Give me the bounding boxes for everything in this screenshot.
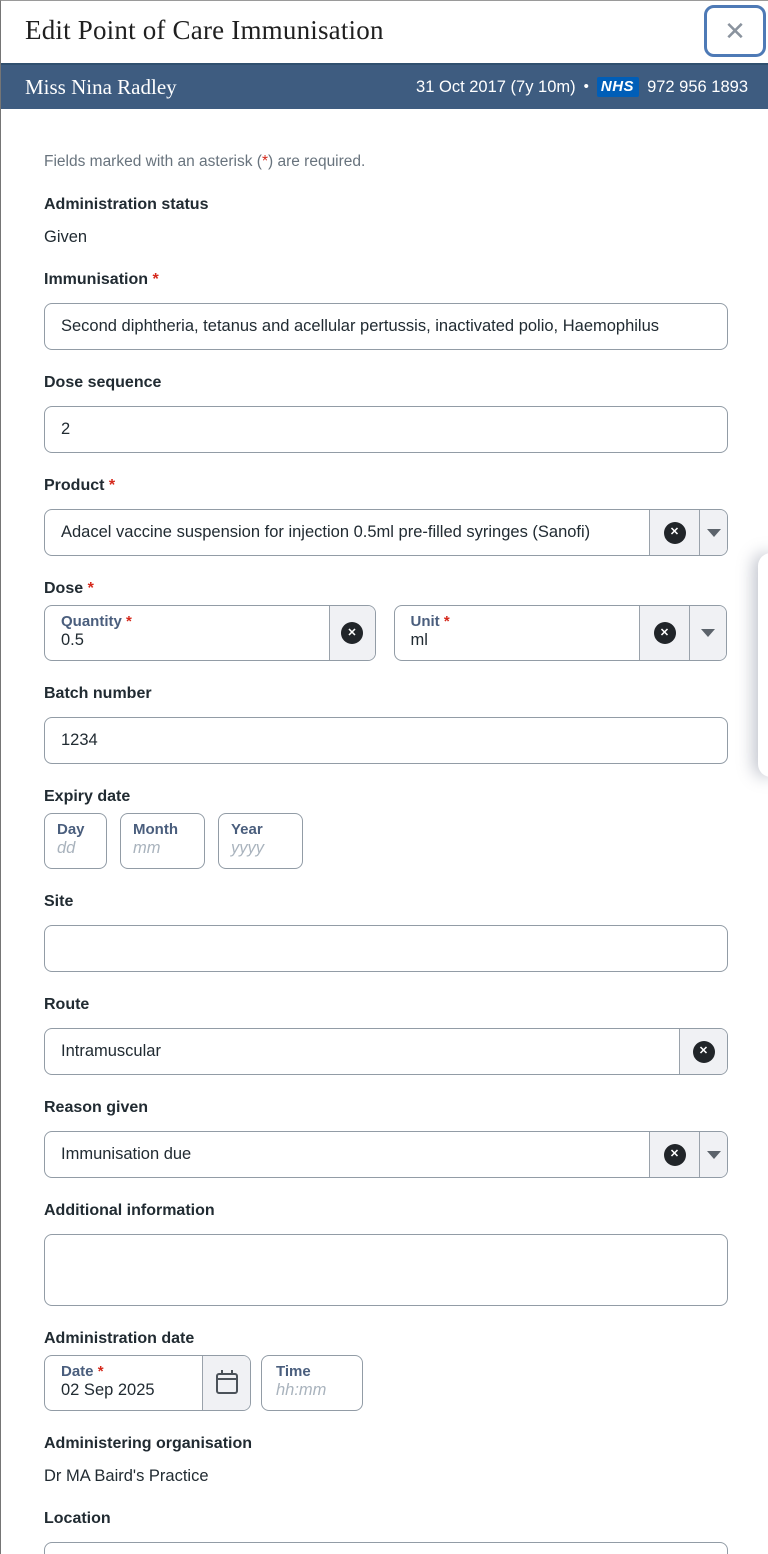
immunisation-form: [1, 109, 768, 1554]
expiry-date-row: [44, 813, 727, 869]
immunisation-label: Immunisation *: [44, 271, 159, 288]
expiry-year-field[interactable]: [218, 813, 303, 869]
right-edge-scroll-shadow: [758, 553, 768, 777]
date-label: Date *: [61, 1363, 104, 1380]
quantity-clear-button[interactable]: [329, 606, 375, 660]
dose-quantity-field[interactable]: [44, 605, 376, 661]
required-fields-hint: Fields marked with an asterisk (*) are required.: [44, 153, 366, 170]
reason-given-value[interactable]: Immunisation due: [61, 1145, 192, 1163]
time-placeholder[interactable]: hh:mm: [276, 1381, 327, 1399]
unit-dropdown-button[interactable]: [689, 606, 726, 660]
close-button[interactable]: [704, 5, 766, 57]
site-label: Site: [44, 893, 74, 910]
chevron-down-icon: [707, 1151, 721, 1159]
product-dropdown-button[interactable]: [699, 510, 727, 555]
product-combobox[interactable]: [44, 509, 728, 556]
clear-icon: ✕: [693, 1041, 715, 1063]
expiry-day-field[interactable]: [44, 813, 107, 869]
clear-icon: ✕: [664, 522, 686, 544]
clear-icon: ✕: [654, 622, 676, 644]
chevron-down-icon: [701, 629, 715, 637]
reason-given-clear-button[interactable]: [649, 1132, 699, 1177]
immunisation-input[interactable]: Second diphtheria, tetanus and acellular pertussis, inactivated polio, Haemophilus: [44, 303, 728, 350]
product-value[interactable]: Adacel vaccine suspension for injection 0.5ml pre-filled syringes (Sanofi): [61, 523, 591, 541]
batch-number-label: Batch number: [44, 685, 152, 702]
patient-banner: [1, 63, 768, 109]
time-label: Time: [276, 1363, 311, 1380]
dose-sequence-label: Dose sequence: [44, 374, 162, 391]
administering-organisation-value: Dr MA Baird's Practice: [44, 1467, 209, 1485]
administering-organisation-label: Administering organisation: [44, 1435, 253, 1452]
day-label: Day: [57, 821, 85, 838]
month-placeholder[interactable]: mm: [133, 839, 161, 857]
route-combobox[interactable]: [44, 1028, 728, 1075]
expiry-month-field[interactable]: [120, 813, 205, 869]
date-picker-button[interactable]: [202, 1356, 250, 1410]
dose-unit-field[interactable]: [394, 605, 728, 661]
expiry-date-label: Expiry date: [44, 788, 131, 805]
modal-title: Edit Point of Care Immunisation: [25, 15, 384, 45]
administration-date-row: [44, 1355, 727, 1411]
year-label: Year: [231, 821, 263, 838]
modal-titlebar: [1, 1, 768, 63]
site-input[interactable]: [44, 925, 728, 972]
year-placeholder[interactable]: yyyy: [231, 839, 264, 857]
chevron-down-icon: [707, 529, 721, 537]
product-label: Product *: [44, 477, 116, 494]
dose-label: Dose *: [44, 580, 94, 597]
route-value[interactable]: Intramuscular: [61, 1042, 161, 1060]
administration-status-value: Given: [44, 228, 88, 246]
clear-icon: ✕: [664, 1144, 686, 1166]
route-label: Route: [44, 996, 90, 1013]
bullet-separator: •: [583, 77, 589, 95]
reason-given-dropdown-button[interactable]: [699, 1132, 727, 1177]
nhs-number: 972 956 1893: [647, 77, 748, 96]
location-label: Location: [44, 1510, 111, 1527]
route-clear-button[interactable]: [679, 1029, 727, 1074]
administration-date-field[interactable]: [44, 1355, 251, 1411]
additional-information-textarea[interactable]: [44, 1234, 728, 1306]
unit-value[interactable]: ml: [410, 631, 428, 649]
patient-name: Miss Nina Radley: [25, 74, 177, 99]
quantity-value[interactable]: 0.5: [61, 631, 84, 649]
calendar-icon: [216, 1373, 238, 1394]
dose-row: [44, 605, 727, 661]
month-label: Month: [133, 821, 178, 838]
close-icon: ✕: [724, 16, 746, 46]
nhs-logo: NHS: [597, 77, 639, 97]
unit-label: Unit *: [410, 613, 450, 630]
day-placeholder[interactable]: dd: [57, 839, 76, 857]
quantity-label: Quantity *: [61, 613, 132, 630]
product-clear-button[interactable]: [649, 510, 699, 555]
batch-number-input[interactable]: 1234: [44, 717, 728, 764]
administration-status-label: Administration status: [44, 196, 209, 213]
administration-date-label: Administration date: [44, 1330, 195, 1347]
additional-information-label: Additional information: [44, 1202, 215, 1219]
reason-given-combobox[interactable]: [44, 1131, 728, 1178]
patient-dob-age: 31 Oct 2017 (7y 10m): [416, 77, 576, 96]
reason-given-label: Reason given: [44, 1099, 149, 1116]
clear-icon: ✕: [341, 622, 363, 644]
patient-demographics: [416, 77, 748, 97]
date-value[interactable]: 02 Sep 2025: [61, 1381, 155, 1399]
dose-sequence-input[interactable]: 2: [44, 406, 728, 453]
administration-time-field[interactable]: [261, 1355, 363, 1411]
location-input[interactable]: [44, 1542, 728, 1554]
unit-clear-button[interactable]: [639, 606, 689, 660]
